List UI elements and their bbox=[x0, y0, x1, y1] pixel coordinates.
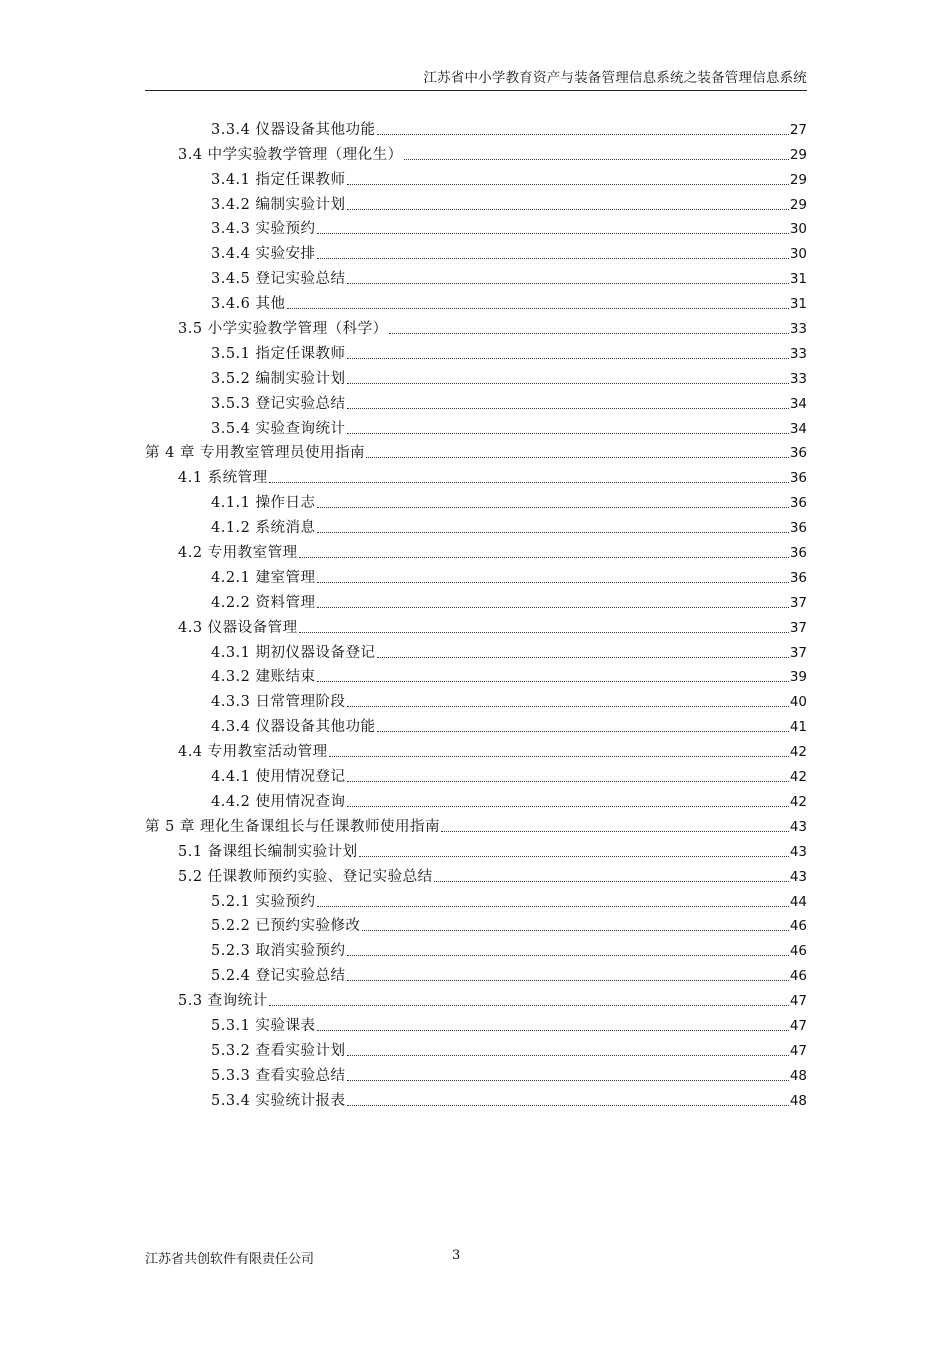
toc-entry-title: 第 4 章 专用教室管理员使用指南 bbox=[145, 445, 366, 462]
toc-leader-dots bbox=[347, 358, 789, 359]
toc-leader-dots bbox=[317, 258, 789, 259]
toc-entry-page: 33 bbox=[789, 321, 807, 338]
toc-leader-dots bbox=[317, 582, 789, 583]
toc-entry-page: 36 bbox=[789, 445, 807, 462]
toc-entry-page: 36 bbox=[789, 470, 807, 487]
toc-entry-title: 5.3.2 查看实验计划 bbox=[211, 1042, 346, 1059]
toc-entry[interactable] bbox=[145, 487, 807, 512]
toc-entry[interactable] bbox=[145, 114, 807, 139]
toc-entry-title: 3.4 中学实验教学管理（理化生） bbox=[178, 146, 403, 163]
toc-entry-title: 5.2 任课教师预约实验、登记实验总结 bbox=[178, 868, 433, 885]
toc-leader-dots bbox=[362, 930, 789, 931]
toc-entry-page: 29 bbox=[789, 196, 807, 213]
toc-entry-title: 3.4.2 编制实验计划 bbox=[211, 196, 346, 213]
toc-entry-page: 29 bbox=[789, 171, 807, 188]
toc-entry-page: 43 bbox=[789, 868, 807, 885]
toc-entry-page: 31 bbox=[789, 271, 807, 288]
toc-leader-dots bbox=[317, 1030, 789, 1031]
toc-leader-dots bbox=[347, 980, 789, 981]
toc-entry[interactable] bbox=[145, 1035, 807, 1060]
toc-entry-title: 5.3.3 查看实验总结 bbox=[211, 1067, 346, 1084]
toc-leader-dots bbox=[347, 1080, 789, 1081]
toc-leader-dots bbox=[317, 507, 789, 508]
toc-entry[interactable] bbox=[145, 313, 807, 338]
toc-leader-dots bbox=[347, 184, 789, 185]
toc-leader-dots bbox=[347, 806, 789, 807]
toc-entry-title: 3.5 小学实验教学管理（科学） bbox=[178, 321, 388, 338]
toc-entry[interactable] bbox=[145, 637, 807, 662]
toc-entry[interactable] bbox=[145, 462, 807, 487]
toc-entry-title: 5.3.1 实验课表 bbox=[211, 1017, 316, 1034]
toc-entry-page: 33 bbox=[789, 370, 807, 387]
toc-entry-title: 3.4.3 实验预约 bbox=[211, 221, 316, 238]
toc-leader-dots bbox=[317, 607, 789, 608]
toc-entry[interactable] bbox=[145, 512, 807, 537]
toc-entry[interactable] bbox=[145, 711, 807, 736]
toc-entry-page: 44 bbox=[789, 893, 807, 910]
toc-entry-page: 30 bbox=[789, 221, 807, 238]
toc-entry[interactable] bbox=[145, 363, 807, 388]
toc-leader-dots bbox=[347, 955, 789, 956]
toc-entry[interactable] bbox=[145, 811, 807, 836]
toc-entry[interactable] bbox=[145, 388, 807, 413]
toc-entry[interactable] bbox=[145, 662, 807, 687]
toc-entry-title: 5.2.3 取消实验预约 bbox=[211, 943, 346, 960]
toc-leader-dots bbox=[347, 433, 789, 434]
toc-entry-title: 5.2.2 已预约实验修改 bbox=[211, 918, 361, 935]
toc-entry-title: 3.5.4 实验查询统计 bbox=[211, 420, 346, 437]
toc-entry-page: 33 bbox=[789, 345, 807, 362]
toc-entry-title: 4.3.1 期初仪器设备登记 bbox=[211, 644, 376, 661]
toc-leader-dots bbox=[434, 881, 789, 882]
toc-entry[interactable] bbox=[145, 263, 807, 288]
toc-entry-page: 47 bbox=[789, 1042, 807, 1059]
toc-entry-page: 48 bbox=[789, 1067, 807, 1084]
toc-entry-page: 46 bbox=[789, 968, 807, 985]
toc-entry[interactable] bbox=[145, 985, 807, 1010]
toc-entry-title: 4.3.2 建账结束 bbox=[211, 669, 316, 686]
toc-entry-title: 3.4.6 其他 bbox=[211, 296, 286, 313]
toc-leader-dots bbox=[299, 632, 789, 633]
toc-entry[interactable] bbox=[145, 786, 807, 811]
toc-entry-page: 46 bbox=[789, 943, 807, 960]
toc-entry-title: 第 5 章 理化生备课组长与任课教师使用指南 bbox=[145, 818, 441, 835]
toc-leader-dots bbox=[269, 1005, 789, 1006]
toc-entry-title: 3.3.4 仪器设备其他功能 bbox=[211, 121, 376, 138]
toc-entry-page: 46 bbox=[789, 918, 807, 935]
toc-entry-title: 3.5.1 指定任课教师 bbox=[211, 345, 346, 362]
toc-entry-page: 39 bbox=[789, 669, 807, 686]
toc-entry-page: 42 bbox=[789, 744, 807, 761]
toc-entry-page: 48 bbox=[789, 1092, 807, 1109]
toc-entry[interactable] bbox=[145, 1010, 807, 1035]
toc-entry-page: 42 bbox=[789, 769, 807, 786]
toc-entry-title: 4.4.2 使用情况查询 bbox=[211, 793, 346, 810]
toc-leader-dots bbox=[389, 333, 789, 334]
toc-entry-page: 47 bbox=[789, 993, 807, 1010]
toc-entry-title: 3.5.3 登记实验总结 bbox=[211, 395, 346, 412]
toc-leader-dots bbox=[347, 383, 789, 384]
toc-entry-page: 36 bbox=[789, 520, 807, 537]
toc-entry[interactable] bbox=[145, 214, 807, 239]
toc-leader-dots bbox=[347, 209, 789, 210]
toc-entry-page: 37 bbox=[789, 644, 807, 661]
toc-leader-dots bbox=[366, 457, 789, 458]
toc-entry-page: 47 bbox=[789, 1017, 807, 1034]
footer-company: 江苏省共创软件有限责任公司 bbox=[145, 1252, 315, 1267]
footer-page-number: 3 bbox=[452, 1248, 461, 1263]
toc-entry-page: 29 bbox=[789, 146, 807, 163]
toc-leader-dots bbox=[269, 482, 789, 483]
toc-entry-title: 4.3.4 仪器设备其他功能 bbox=[211, 719, 376, 736]
toc-entry[interactable] bbox=[145, 736, 807, 761]
toc-entry-title: 3.4.5 登记实验总结 bbox=[211, 271, 346, 288]
toc-entry-title: 4.3.3 日常管理阶段 bbox=[211, 694, 346, 711]
toc-entry-page: 36 bbox=[789, 569, 807, 586]
toc-entry[interactable] bbox=[145, 413, 807, 438]
toc-entry-page: 37 bbox=[789, 619, 807, 636]
toc-entry-title: 4.1 系统管理 bbox=[178, 470, 268, 487]
toc-entry-page: 43 bbox=[789, 818, 807, 835]
toc-entry[interactable] bbox=[145, 612, 807, 637]
toc-entry[interactable] bbox=[145, 189, 807, 214]
toc-entry[interactable] bbox=[145, 960, 807, 985]
toc-entry-title: 5.2.1 实验预约 bbox=[211, 893, 316, 910]
toc-entry-page: 34 bbox=[789, 395, 807, 412]
toc-entry-title: 4.2 专用教室管理 bbox=[178, 545, 298, 562]
toc-entry-title: 3.5.2 编制实验计划 bbox=[211, 370, 346, 387]
toc-entry[interactable] bbox=[145, 164, 807, 189]
toc-entry[interactable] bbox=[145, 935, 807, 960]
toc-leader-dots bbox=[347, 1055, 789, 1056]
toc-entry[interactable] bbox=[145, 761, 807, 786]
toc-entry-title: 4.3 仪器设备管理 bbox=[178, 619, 298, 636]
toc-entry[interactable] bbox=[145, 562, 807, 587]
toc-leader-dots bbox=[404, 159, 789, 160]
toc-leader-dots bbox=[347, 408, 789, 409]
toc-entry-page: 41 bbox=[789, 719, 807, 736]
toc-entry-title: 4.4.1 使用情况登记 bbox=[211, 769, 346, 786]
toc-leader-dots bbox=[317, 532, 789, 533]
toc-entry[interactable] bbox=[145, 338, 807, 363]
toc-leader-dots bbox=[377, 731, 789, 732]
toc-entry-title: 3.4.4 实验安排 bbox=[211, 246, 316, 263]
toc-entry-title: 4.2.1 建室管理 bbox=[211, 569, 316, 586]
toc-leader-dots bbox=[377, 134, 789, 135]
toc-entry-page: 31 bbox=[789, 296, 807, 313]
toc-leader-dots bbox=[317, 681, 789, 682]
toc-entry-page: 36 bbox=[789, 495, 807, 512]
toc-entry-title: 4.1.1 操作日志 bbox=[211, 495, 316, 512]
toc-entry[interactable] bbox=[145, 288, 807, 313]
toc-leader-dots bbox=[441, 831, 789, 832]
toc-entry[interactable] bbox=[145, 438, 807, 463]
table-of-contents bbox=[145, 114, 807, 1110]
toc-entry-title: 5.2.4 登记实验总结 bbox=[211, 968, 346, 985]
toc-entry[interactable] bbox=[145, 587, 807, 612]
toc-entry-title: 5.3 查询统计 bbox=[178, 993, 268, 1010]
toc-entry-page: 36 bbox=[789, 545, 807, 562]
toc-entry-title: 4.1.2 系统消息 bbox=[211, 520, 316, 537]
toc-entry-page: 40 bbox=[789, 694, 807, 711]
toc-entry[interactable] bbox=[145, 686, 807, 711]
toc-leader-dots bbox=[347, 283, 789, 284]
toc-entry-page: 27 bbox=[789, 121, 807, 138]
toc-leader-dots bbox=[329, 756, 789, 757]
toc-entry[interactable] bbox=[145, 886, 807, 911]
toc-entry-page: 42 bbox=[789, 793, 807, 810]
toc-leader-dots bbox=[347, 706, 789, 707]
toc-entry[interactable] bbox=[145, 836, 807, 861]
toc-entry-page: 37 bbox=[789, 594, 807, 611]
toc-leader-dots bbox=[317, 233, 789, 234]
toc-entry-title: 4.4 专用教室活动管理 bbox=[178, 744, 328, 761]
toc-entry[interactable] bbox=[145, 861, 807, 886]
toc-entry-title: 5.3.4 实验统计报表 bbox=[211, 1092, 346, 1109]
toc-entry[interactable] bbox=[145, 1085, 807, 1110]
toc-entry-page: 34 bbox=[789, 420, 807, 437]
toc-leader-dots bbox=[287, 308, 789, 309]
toc-leader-dots bbox=[377, 657, 789, 658]
toc-entry[interactable] bbox=[145, 1060, 807, 1085]
toc-entry-page: 43 bbox=[789, 843, 807, 860]
toc-entry-title: 3.4.1 指定任课教师 bbox=[211, 171, 346, 188]
toc-entry[interactable] bbox=[145, 911, 807, 936]
toc-entry-title: 4.2.2 资料管理 bbox=[211, 594, 316, 611]
toc-leader-dots bbox=[317, 906, 789, 907]
toc-entry[interactable] bbox=[145, 238, 807, 263]
toc-entry[interactable] bbox=[145, 139, 807, 164]
toc-entry-page: 30 bbox=[789, 246, 807, 263]
toc-leader-dots bbox=[299, 557, 789, 558]
page-header: 江苏省中小学教育资产与装备管理信息系统之装备管理信息系统 bbox=[423, 70, 807, 86]
toc-entry[interactable] bbox=[145, 537, 807, 562]
toc-leader-dots bbox=[347, 1105, 789, 1106]
toc-leader-dots bbox=[359, 856, 789, 857]
toc-entry-title: 5.1 备课组长编制实验计划 bbox=[178, 843, 358, 860]
header-divider bbox=[145, 90, 807, 91]
toc-leader-dots bbox=[347, 781, 789, 782]
